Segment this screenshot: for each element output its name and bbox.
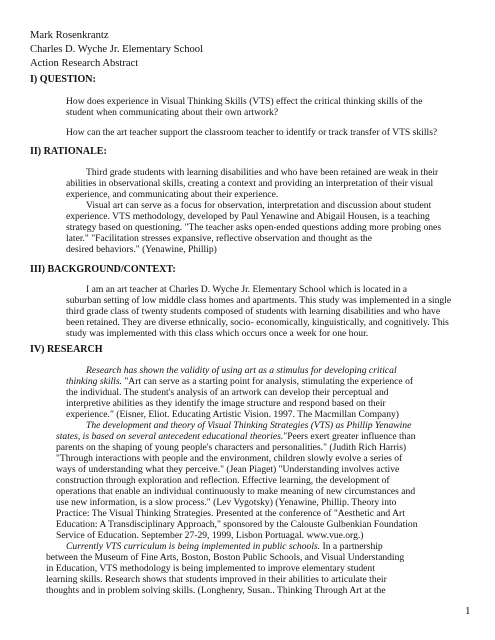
research-line: ways of understanding what they perceive." (Jean Piaget) "Understanding involves active: [56, 464, 400, 475]
research-line-roman: "Art can serve as a starting point for analysis, stimulating the experience of: [121, 376, 414, 387]
rationale-line: Visual art can serve as a focus for observation, interpretation and discussion about student: [86, 200, 432, 211]
research-line-italic: thinking skills.: [66, 376, 122, 387]
rationale-line: Third grade students with learning disabilities and who have been retained are weak in their: [86, 167, 439, 178]
research-line: operations that enable an individual continuously to make meaning of new circumstances and: [56, 486, 416, 497]
research-line: The development and theory of Visual Thinking Strategies (VTS) as Phillip Yenawine: [86, 420, 412, 431]
rationale-line: later." "Facilitation stresses expansive, reflective observation and thought as the: [66, 233, 372, 244]
research-line: thoughts and in problem solving skills. (Longhenry, Susan.. Thinking Through Art at the: [46, 585, 386, 596]
question-line: How does experience in Visual Thinking Skills (VTS) effect the critical thinking skills of the: [66, 96, 423, 107]
research-line: Service of Education. September 27-29, 1999, Lisbon Portuagal. www.vue.org.): [56, 530, 364, 541]
research-line-italic: Currently VTS curriculum is being implemented in public schools.: [66, 541, 321, 552]
background-line: third grade class of twenty students composed of students with learning disabilities and who have: [66, 306, 441, 317]
background-line: suburban setting of low middle class homes and apartments. This study was implemented in a single: [66, 295, 452, 306]
research-line: interpretive abilities as they identify the image structure and respond based on their: [66, 398, 386, 409]
page-number: 1: [465, 605, 471, 617]
research-line: "Through interactions with people and the environment, children slowly evolve a series of: [56, 453, 403, 464]
rationale-line: abilities in observational skills, creating a context and providing an interpretation of their visual: [66, 178, 434, 189]
research-line: experience." (Eisner, Eliot. Educating Artistic Vision. 1997. The Macmillan Company): [66, 409, 399, 420]
section-heading-question: I) QUESTION:: [30, 74, 96, 85]
research-line: Practice: The Visual Thinking Strategies. Presented at the conference of "Aesthetic and Art: [56, 508, 405, 519]
research-line: the individual. The student's analysis of an artwork can develop their perceptual and: [66, 387, 389, 398]
rationale-line: experience. VTS methodology, developed by Paul Yenawine and Abigail Housen, is a teaching: [66, 211, 430, 222]
rationale-line: strategy based on questioning. "The teacher asks open-ended questions adding more probing ones: [66, 222, 442, 233]
research-line: between the Museum of Fine Arts, Boston, Boston Public Schools, and Visual Understanding: [46, 552, 405, 563]
section-heading-background: III) BACKGROUND/CONTEXT:: [30, 264, 176, 275]
research-line: [66, 541, 383, 552]
question-line: student when communicating about their own artwork?: [66, 107, 279, 118]
research-line: in Education, VTS methodology is being implemented to improve elementary student: [46, 563, 375, 574]
research-line-roman: "Peers exert greater influence than: [283, 431, 416, 442]
question-line: How can the art teacher support the classroom teacher to identify or track transfer of VTS skills?: [66, 127, 438, 138]
background-line: study was implemented with this class which occurs once a week for one hour.: [66, 328, 369, 339]
research-line-roman: In a partnership: [320, 541, 383, 552]
research-line: construction through exploration and reflection. Effective learning, the development of: [56, 475, 390, 486]
author-name: Mark Rosenkrantz: [30, 30, 109, 41]
research-line: Education: A Transdisciplinary Approach," sponsored by the Calouste Gulbenkian Foundation: [56, 519, 418, 530]
section-heading-research: IV) RESEARCH: [30, 344, 103, 355]
research-line: [66, 376, 413, 387]
research-line-italic: states, is based on several antecedent educational theories.: [56, 431, 284, 442]
section-heading-rationale: II) RATIONALE:: [30, 146, 107, 157]
rationale-line: experience, and communicating about their experience.: [66, 189, 279, 200]
research-line: parents on the shaping of young people's characters and personalities." (Judith Rich Harris): [56, 442, 407, 453]
research-line: Research has shown the validity of using art as a stimulus for developing critical: [86, 365, 397, 376]
research-line: learning skills. Research shows that students improved in their abilities to articulate their: [46, 574, 387, 585]
rationale-line: desired behaviors." (Yenawine, Phillip): [66, 244, 217, 255]
school-name: Charles D. Wyche Jr. Elementary School: [30, 44, 204, 55]
research-line: [56, 431, 416, 442]
background-line: been retained. They are diverse ethnically, socio- economically, kinguistically, and cognitively. This: [66, 317, 449, 328]
document-type: Action Research Abstract: [30, 58, 139, 69]
research-line: use new information, is a slow process." (Lev Vygotsky) (Yenawine, Phillip. Theory into: [56, 497, 397, 508]
background-line: I am an art teacher at Charles D. Wyche Jr. Elementary School which is located in a: [86, 284, 408, 295]
